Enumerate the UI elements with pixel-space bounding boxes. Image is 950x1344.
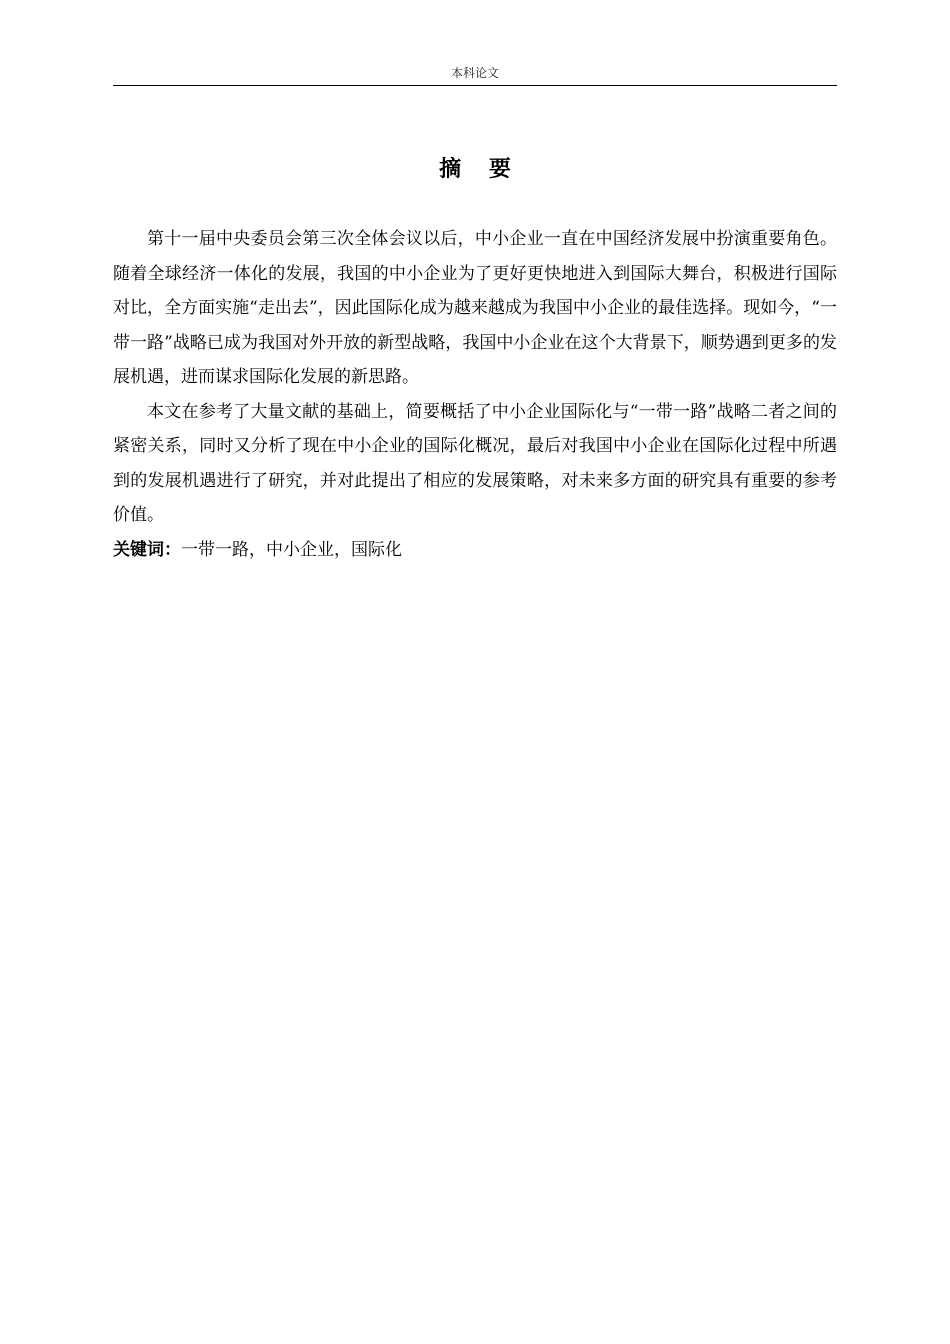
abstract-paragraph-2: 本文在参考了大量文献的基础上，简要概括了中小企业国际化与“一带一路”战略二者之间的紧密关系，同时又分析了现在中小企业的国际化概况，最后对我国中小企业在国际化过程中所遇到的发展机遇进行了研究，并对此提出了相应的发展策略，对未来多方面的研究具有重要的参考价值。 <box>113 401 837 525</box>
abstract-title: 摘 要 <box>439 157 521 182</box>
abstract-body <box>113 222 837 567</box>
keywords-value: 一带一路，中小企业，国际化 <box>181 539 402 560</box>
running-header: 本科论文 <box>450 66 499 80</box>
abstract-paragraph-1: 第十一届中央委员会第三次全体会议以后，中小企业一直在中国经济发展中扮演重要角色。随着全球经济一体化的发展，我国的中小企业为了更好更快地进入到国际大舞台，积极进行国际对比，全方面实施“走出去”，因此国际化成为越来越成为我国中小企业的最佳选择。现如今，“一带一路”战略已成为我国对外开放的新型战略，我国中小企业在这个大背景下，顺势遇到更多的发展机遇，进而谋求国际化发展的新思路。 <box>113 229 837 387</box>
header-rule <box>113 85 837 86</box>
keywords-label: 关键词： <box>113 539 181 560</box>
keywords-line <box>113 533 837 568</box>
